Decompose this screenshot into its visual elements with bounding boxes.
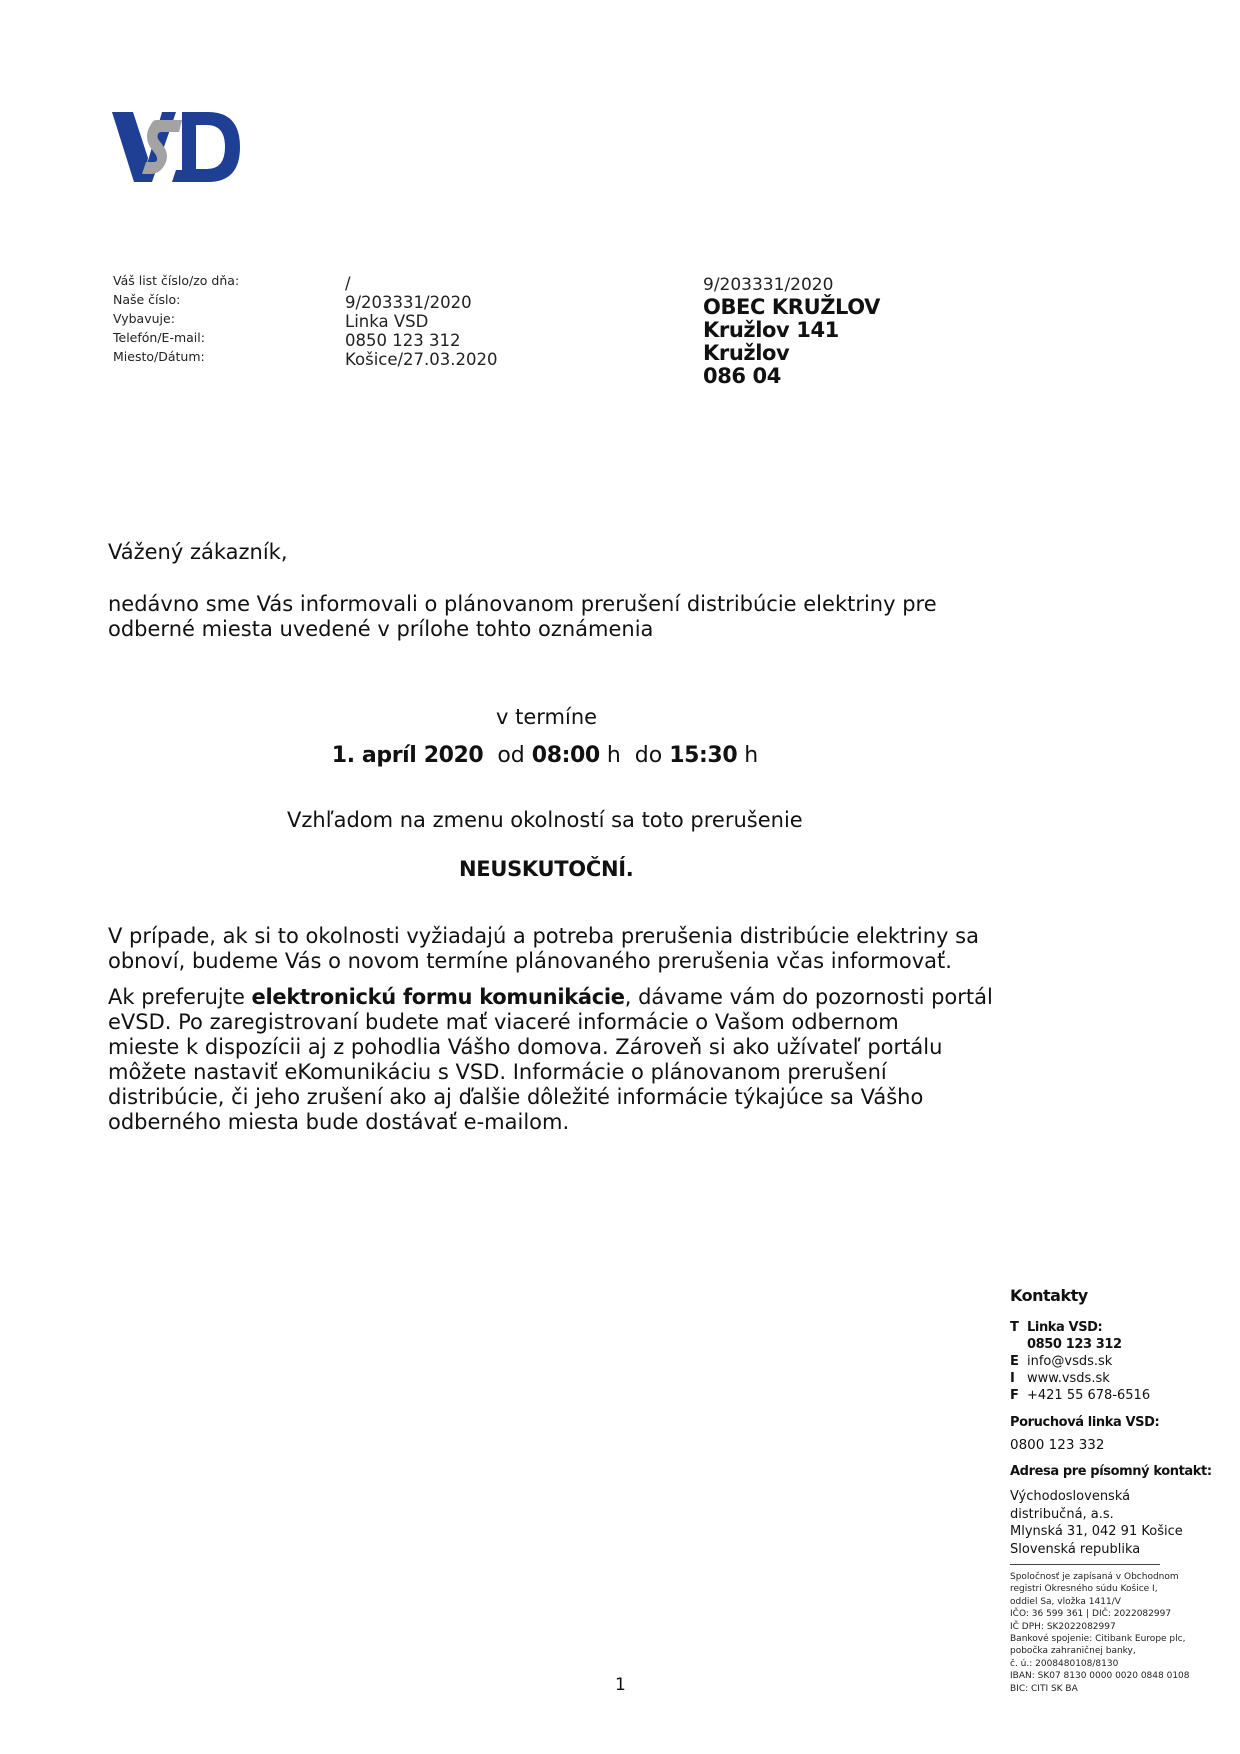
contact-phone-label-row xyxy=(1010,1319,1225,1336)
term-label: v termíne xyxy=(496,705,598,729)
intro-paragraph xyxy=(108,592,1008,642)
phone-value: 0850 123 312 xyxy=(1027,1337,1122,1352)
ref-value-place-date: Košice/27.03.2020 xyxy=(345,350,498,369)
recipient-name: OBEC KRUŽLOV xyxy=(703,295,881,319)
ref-value-your-letter: / xyxy=(345,274,351,293)
ref-label-place-date: Miesto/Dátum: xyxy=(113,349,205,364)
fax-value: +421 55 678-6516 xyxy=(1027,1388,1151,1403)
contact-web-row xyxy=(1010,1370,1225,1387)
email-value[interactable]: info@vsds.sk xyxy=(1027,1354,1113,1369)
contact-phone-value-row xyxy=(1010,1336,1225,1353)
legal-line: pobočka zahraničnej banky, xyxy=(1010,1646,1136,1657)
situation-text: Vzhľadom na zmenu okolností sa toto prerušenie xyxy=(287,808,803,832)
address-line: Mlynská 31, 042 91 Košice xyxy=(1010,1524,1183,1539)
address-line: Východoslovenská xyxy=(1010,1489,1131,1504)
fault-line-label: Poruchová linka VSD: xyxy=(1010,1415,1160,1430)
paragraph-line: V prípade, ak si to okolnosti vyžiadajú a potreba prerušenia distribúcie elektriny sa xyxy=(108,924,979,948)
recipient-city: Kružlov xyxy=(703,341,790,365)
paragraph-line: obnoví, budeme Vás o novom termíne plánovaného prerušenia včas informovať. xyxy=(108,949,952,973)
recipient-postcode: 086 04 xyxy=(703,364,781,388)
legal-line: registri Okresného súdu Košice I, xyxy=(1010,1584,1158,1595)
contacts-panel xyxy=(1010,1286,1225,1695)
legal-line: Spoločnosť je zapísaná v Obchodnom xyxy=(1010,1572,1179,1582)
term-unit: h xyxy=(744,743,759,768)
legal-line: BIC: CITI SK BA xyxy=(1010,1683,1078,1694)
intro-line: nedávno sme Vás informovali o plánovanom prerušení distribúcie elektriny pre xyxy=(108,592,937,616)
paragraph-line: mieste k dispozícii aj z pohodlia Vášho domova. Zároveň si ako užívateľ portálu xyxy=(108,1035,943,1059)
ref-label-our-number: Naše číslo: xyxy=(113,292,181,307)
ref-label-phone-email: Telefón/E-mail: xyxy=(113,330,205,345)
recipient-street: Kružlov 141 xyxy=(703,318,839,342)
term-to: 15:30 xyxy=(669,743,738,768)
reference-labels xyxy=(113,271,239,366)
vsd-logo-graphic xyxy=(112,112,240,182)
paragraph-rest: , dávame vám do pozornosti portál xyxy=(624,985,993,1009)
greeting: Vážený zákazník, xyxy=(108,540,288,564)
intro-line: odberné miesta uvedené v prílohe tohto oznámenia xyxy=(108,617,654,641)
paragraph-line: odberného miesta bude dostávať e-mailom. xyxy=(108,1110,570,1134)
legal-line: č. ú.: 2008480108/8130 xyxy=(1010,1658,1119,1669)
reference-values xyxy=(345,274,498,369)
paragraph-start: Ak preferujte xyxy=(108,985,252,1009)
divider xyxy=(1010,1564,1160,1565)
term-from: 08:00 xyxy=(531,743,600,768)
phone-label: Linka VSD: xyxy=(1027,1320,1103,1335)
email-key: E xyxy=(1010,1354,1019,1369)
cancel-notice: NEUSKUTOČNÍ. xyxy=(459,857,634,881)
ref-label-handled-by: Vybavuje: xyxy=(113,311,175,326)
legal-line: oddiel Sa, vložka 1411/V xyxy=(1010,1596,1121,1607)
paragraph-evsd xyxy=(108,985,993,1135)
ref-value-our-number: 9/203331/2020 xyxy=(345,293,472,312)
term-line xyxy=(0,743,1090,768)
term-date: 1. apríl 2020 xyxy=(331,743,484,768)
fax-key: F xyxy=(1010,1388,1019,1403)
legal-info xyxy=(1010,1571,1225,1695)
legal-line: IČO: 36 599 361 | DIČ: 2022082997 xyxy=(1010,1609,1172,1620)
recipient-ref: 9/203331/2020 xyxy=(703,275,834,295)
paragraph-renewal xyxy=(108,924,979,974)
term-from-label: od xyxy=(497,743,525,768)
address-label: Adresa pre písomný kontakt: xyxy=(1010,1464,1212,1479)
paragraph-line: môžete nastaviť eKomunikáciu s VSD. Informácie o plánovanom prerušení xyxy=(108,1060,887,1084)
contacts-title: Kontakty xyxy=(1010,1286,1088,1305)
term-unit: h xyxy=(606,743,621,768)
vsd-logo xyxy=(112,112,240,182)
ref-value-phone: 0850 123 312 xyxy=(345,331,461,350)
paragraph-emphasis: elektronickú formu komunikácie xyxy=(251,985,625,1009)
address-line: distribučná, a.s. xyxy=(1010,1506,1114,1522)
ref-value-handled-by: Linka VSD xyxy=(345,312,429,331)
address-line: Slovenská republika xyxy=(1010,1541,1141,1557)
legal-line: IBAN: SK07 8130 0000 0020 0848 0108 xyxy=(1010,1671,1190,1682)
term-to-label: do xyxy=(634,743,663,768)
recipient-address xyxy=(703,296,880,388)
legal-line: IČ DPH: SK2022082997 xyxy=(1010,1621,1116,1632)
legal-line: Bankové spojenie: Citibank Europe plc, xyxy=(1010,1634,1186,1645)
contact-email-row xyxy=(1010,1353,1225,1370)
paragraph-line: distribúcie, či jeho zrušení ako aj ďalšie dôležité informácie týkajúce sa Vášho xyxy=(108,1085,924,1109)
paragraph-line: eVSD. Po zaregistrovaní budete mať viaceré informácie o Vašom odbernom xyxy=(108,1010,899,1034)
company-address xyxy=(1010,1488,1225,1558)
web-key: I xyxy=(1010,1371,1015,1386)
web-value[interactable]: www.vsds.sk xyxy=(1027,1371,1110,1386)
fault-line-value: 0800 123 332 xyxy=(1010,1437,1105,1453)
paragraph-line-first xyxy=(108,985,993,1010)
ref-label-your-letter: Váš list číslo/zo dňa: xyxy=(113,273,240,288)
contact-fax-row xyxy=(1010,1387,1225,1404)
page-number: 1 xyxy=(615,1675,626,1695)
phone-key: T xyxy=(1010,1320,1019,1335)
